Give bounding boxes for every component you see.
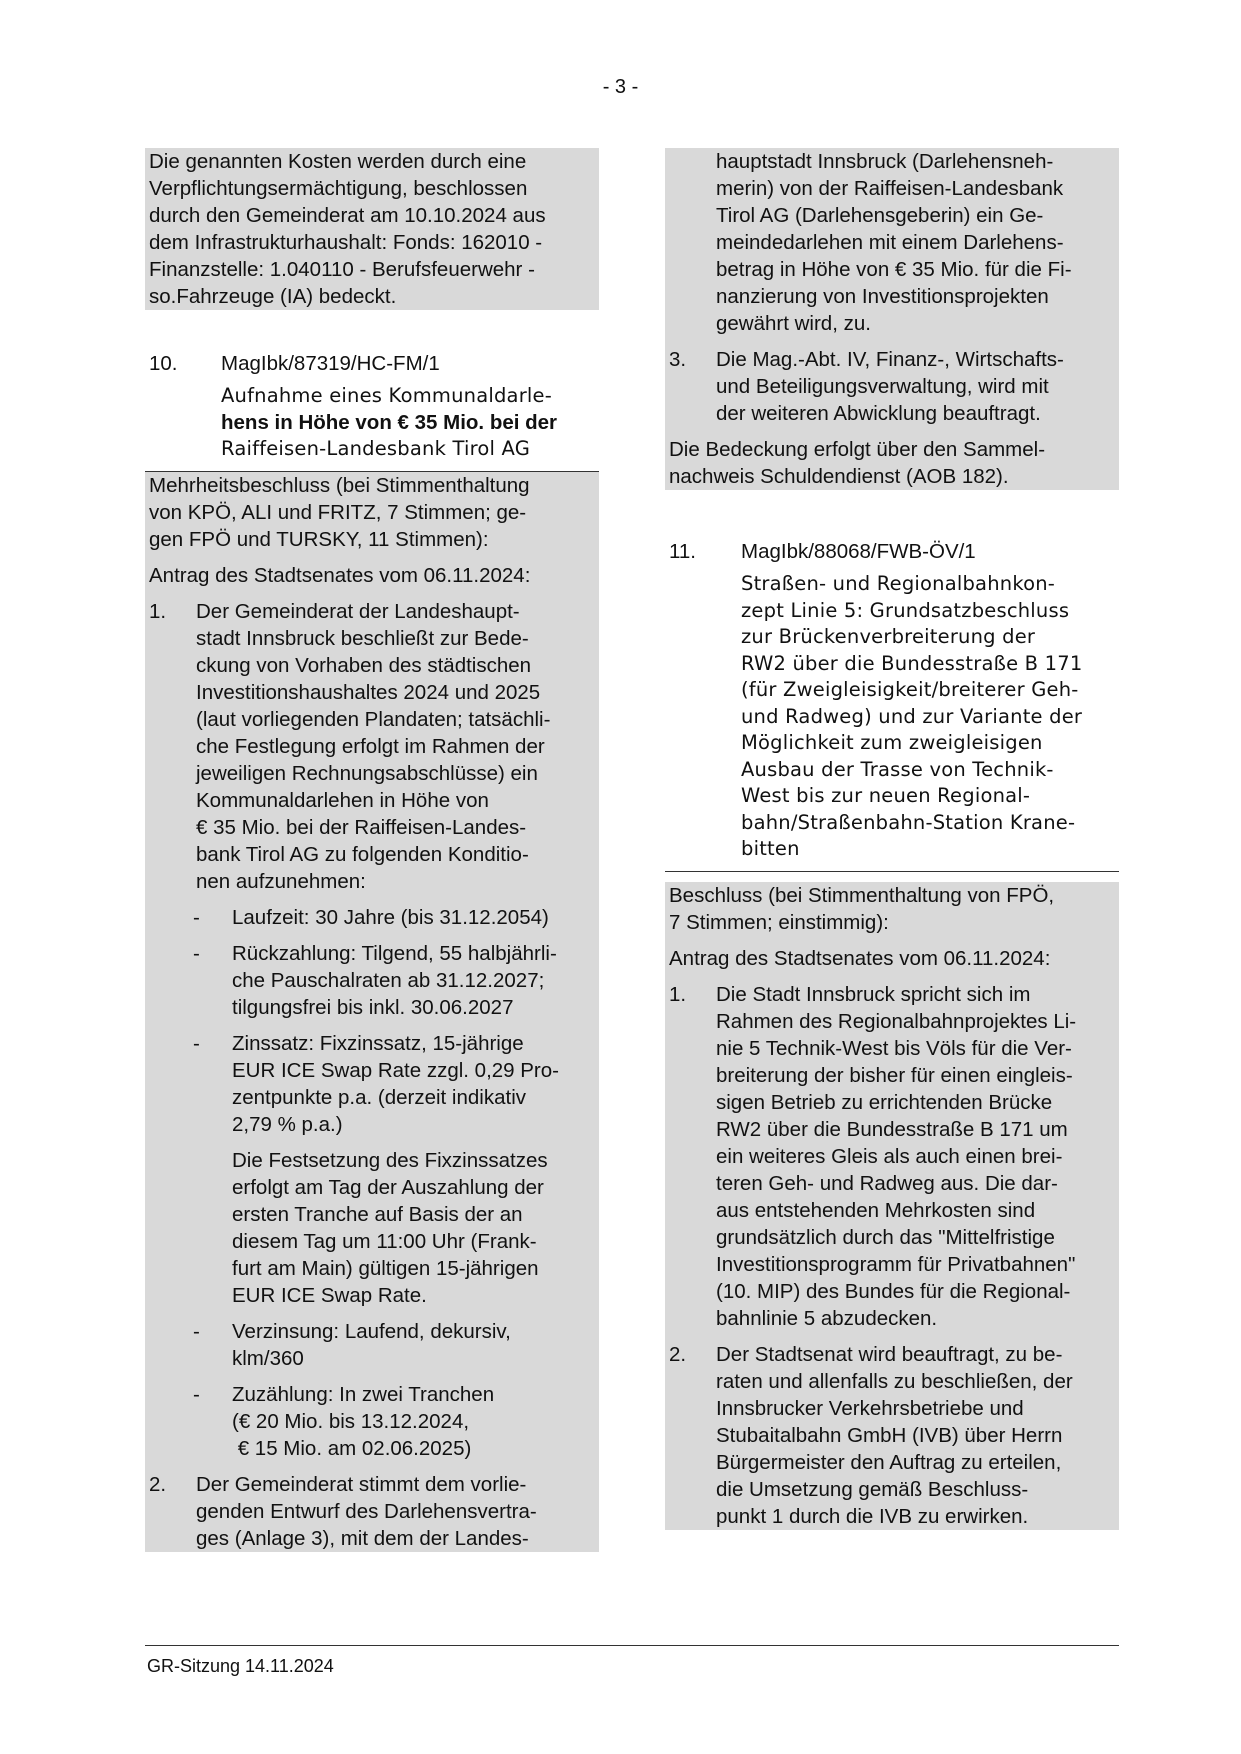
text-line: Stubaitalbahn GmbH (IVB) über Herrn <box>716 1423 1063 1447</box>
text-line: zept Linie 5: Grundsatzbeschluss <box>741 598 1070 622</box>
footer-session-date: GR-Sitzung 14.11.2024 <box>147 1656 334 1676</box>
text-line: (für Zweigleisigkeit/breiterer Geh- <box>741 678 1079 701</box>
text-line: Verpflichtungsermächtigung, beschlossen <box>149 177 528 200</box>
item-number: 10. <box>149 352 178 375</box>
cost-coverage-block <box>145 148 599 310</box>
agenda-item-10 <box>145 350 599 1552</box>
text-line: che Festlegung erfolgt im Rahmen der <box>196 734 545 758</box>
text-line: Tirol AG (Darlehensgeberin) ein Ge- <box>716 204 1044 227</box>
text-line: dem Infrastrukturhaushalt: Fonds: 162010 - <box>149 231 543 254</box>
text-line: und Radweg) und zur Variante der <box>741 704 1083 728</box>
text-line: (10. MIP) des Bundes für die Regional- <box>716 1279 1071 1303</box>
text-line: bahn/Straßenbahn-Station Krane- <box>741 810 1076 834</box>
text-line: zur Brückenverbreiterung der <box>741 625 1036 648</box>
motion-text: Antrag des Stadtsenates vom 06.11.2024: <box>669 946 1051 970</box>
text-line: ersten Tranche auf Basis der an <box>232 1202 523 1226</box>
resolution-point-1: 1. Die Stadt Innsbruck spricht sich im Rahmen des Regionalbahnprojektes Li- nie 5 Technik-West bis Völs für die Ver- breiterung der bisher für einen eingleis- sigen Betrieb zu errichtenden Brücke RW2 über die Bundesstraße B 171 um ein weiteres Gleis als auch einen brei- teren Geh- und Radweg aus. Die dar- aus entstehenden Mehrkosten sind grundsätzlich durch das "Mittelfristige Investitionsprogramm für Privatbahnen" (10. MIP) des Bundes für die Regional- bahnlinie 5 abzudecken. <box>669 981 1115 1332</box>
text-line: Die Festsetzung des Fixzinssatzes <box>232 1148 548 1172</box>
text-line: Die Mag.-Abt. IV, Finanz-, Wirtschafts- <box>716 348 1064 371</box>
resolution-point-2: 2. Der Gemeinderat stimmt dem vorlie- genden Entwurf des Darlehensvertra- ges (Anlage 3), mit dem der Landes- <box>149 1471 595 1552</box>
text-line: merin) von der Raiffeisen-Landesbank <box>716 177 1064 200</box>
text-line: Rahmen des Regionalbahnprojektes Li- <box>716 1009 1077 1033</box>
text-line: bitten <box>741 837 800 860</box>
text-line: Der Gemeinderat stimmt dem vorlie- <box>196 1472 527 1496</box>
text-line: teren Geh- und Radweg aus. Die dar- <box>716 1171 1058 1195</box>
text-line: € 15 Mio. am 02.06.2025) <box>232 1436 472 1460</box>
condition-interest-method: - Verzinsung: Laufend, dekursiv, klm/360 <box>193 1318 595 1372</box>
text-line: genden Entwurf des Darlehensvertra- <box>196 1499 537 1523</box>
text-line: Verzinsung: Laufend, dekursiv, <box>232 1319 511 1343</box>
text-line: ein weiteres Gleis als auch einen brei- <box>716 1144 1063 1168</box>
text-line: (€ 20 Mio. bis 13.12.2024, <box>232 1409 470 1433</box>
text-line: durch den Gemeinderat am 10.10.2024 aus <box>149 204 546 227</box>
resolution-point-2: 2. Der Stadtsenat wird beauftragt, zu be- raten und allenfalls zu beschließen, der Innsbrucker Verkehrsbetriebe und Stubaitalbahn GmbH (IVB) über Herrn Bürgermeister den Auftrag zu erteilen, die Umsetzung gemäß Beschluss- punkt 1 durch die IVB zu erwirken. <box>669 1341 1115 1530</box>
text-line: Straßen- und Regionalbahnkon- <box>741 572 1056 595</box>
condition-disbursement: - Zuzählung: In zwei Tranchen (€ 20 Mio. bis 13.12.2024, € 15 Mio. am 02.06.2025) <box>193 1381 595 1462</box>
text-line: diesem Tag um 11:00 Uhr (Frank- <box>232 1229 537 1253</box>
text-line: gen FPÖ und TURSKY, 11 Stimmen): <box>149 527 489 551</box>
text-line: 2,79 % p.a.) <box>232 1112 343 1136</box>
text-line: RW2 über die Bundesstraße B 171 <box>741 651 1083 675</box>
text-line: Rückzahlung: Tilgend, 55 halbjährli- <box>232 941 557 965</box>
text-line: tilgungsfrei bis inkl. 30.06.2027 <box>232 995 514 1019</box>
text-line: (laut vorliegenden Plandaten; tatsächli- <box>196 707 551 731</box>
item-reference: MagIbk/88068/FWB-ÖV/1 <box>741 540 976 563</box>
item-number: 11. <box>669 540 696 563</box>
resolution-point-2-continued <box>716 148 1115 337</box>
page-number: - 3 - <box>602 76 639 98</box>
decision-block <box>665 882 1119 1530</box>
text-line: erfolgt am Tag der Auszahlung der <box>232 1175 544 1199</box>
text-line: bank Tirol AG zu folgenden Konditio- <box>196 842 529 866</box>
text-line: 7 Stimmen; einstimmig): <box>669 910 889 934</box>
interest-note <box>232 1147 595 1309</box>
resolution-point-1: 1. Der Gemeinderat der Landeshaupt- stadt Innsbruck beschließt zur Bede- ckung von Vorhaben des städtischen Investitionshaushaltes 2024 und 2025 (laut vorliegenden Plandaten; tatsächli- che Festlegung erfolgt im Rahmen der jeweiligen Rechnungsabschlüsse) ein Kommunaldarlehen in Höhe von € 35 Mio. bei der Raiffeisen-Landes- bank Tirol AG zu folgenden Konditio- nen aufzunehmen: <box>149 598 595 895</box>
agenda-item-11 <box>665 538 1119 1530</box>
decision-block <box>145 472 599 1552</box>
text-line: sigen Betrieb zu errichtenden Brücke <box>716 1090 1053 1114</box>
text-line: aus entstehenden Mehrkosten sind <box>716 1198 1036 1222</box>
text-line: Investitionshaushaltes 2024 und 2025 <box>196 680 541 704</box>
decision-block-continued <box>665 148 1119 490</box>
text-line: West bis zur neuen Regional- <box>741 784 1031 807</box>
resolution-point-3: 3. Die Mag.-Abt. IV, Finanz-, Wirtschafts- und Beteiligungsverwaltung, wird mit der weiteren Abwicklung beauftragt. <box>669 346 1115 427</box>
text-line: klm/360 <box>232 1346 304 1370</box>
text-line: breiterung der bisher für einen eingleis- <box>716 1063 1073 1087</box>
text-line: ckung von Vorhaben des städtischen <box>196 653 532 677</box>
text-line: Innsbrucker Verkehrsbetriebe und <box>716 1396 1024 1420</box>
text-line: Finanzstelle: 1.040110 - Berufsfeuerwehr - <box>149 258 535 281</box>
decision-text <box>149 472 595 553</box>
text-line: hauptstadt Innsbruck (Darlehensneh- <box>716 150 1054 173</box>
item-title <box>741 571 1119 871</box>
condition-interest: - Zinssatz: Fixzinssatz, 15-jährige EUR ICE Swap Rate zzgl. 0,29 Pro- zentpunkte p.a. (derzeit indikativ 2,79 % p.a.) <box>193 1030 595 1138</box>
text-line: bahnlinie 5 abzudecken. <box>716 1306 938 1330</box>
text-line: betrag in Höhe von € 35 Mio. für die Fi- <box>716 258 1072 281</box>
text-line: Die Bedeckung erfolgt über den Sammel- <box>669 438 1046 461</box>
text-line: stadt Innsbruck beschließt zur Bede- <box>196 626 529 650</box>
text-line: EUR ICE Swap Rate zzgl. 0,29 Pro- <box>232 1058 559 1082</box>
text-line: der weiteren Abwicklung beauftragt. <box>716 402 1041 425</box>
text-line: Der Gemeinderat der Landeshaupt- <box>196 599 520 623</box>
decision-text <box>669 882 1115 936</box>
condition-repayment: - Rückzahlung: Tilgend, 55 halbjährli- che Pauschalraten ab 31.12.2027; tilgungsfrei bis inkl. 30.06.2027 <box>193 940 595 1021</box>
text-line: zentpunkte p.a. (derzeit indikativ <box>232 1085 526 1109</box>
text-line: meindedarlehen mit einem Darlehens- <box>716 231 1064 254</box>
text-line: gewährt wird, zu. <box>716 312 871 335</box>
text-line: Mehrheitsbeschluss (bei Stimmenthaltung <box>149 473 530 497</box>
text-line: Beschluss (bei Stimmenthaltung von FPÖ, <box>669 883 1055 907</box>
text-line: Die genannten Kosten werden durch eine <box>149 150 527 173</box>
text-line: Laufzeit: 30 Jahre (bis 31.12.2054) <box>232 905 549 929</box>
text-line: Der Stadtsenat wird beauftragt, zu be- <box>716 1342 1063 1366</box>
motion-text: Antrag des Stadtsenates vom 06.11.2024: <box>149 563 531 587</box>
text-line: Möglichkeit zum zweigleisigen <box>741 731 1043 754</box>
text-line: punkt 1 durch die IVB zu erwirken. <box>716 1504 1029 1528</box>
text-line: € 35 Mio. bei der Raiffeisen-Landes- <box>196 815 527 839</box>
text-line: nanzierung von Investitionsprojekten <box>716 285 1049 308</box>
text-line: grundsätzlich durch das "Mittelfristige <box>716 1225 1055 1249</box>
text-line: Die Stadt Innsbruck spricht sich im <box>716 982 1031 1006</box>
right-column <box>665 148 1119 1530</box>
coverage-text <box>669 436 1115 490</box>
text-line: Zinssatz: Fixzinssatz, 15-jährige <box>232 1031 524 1055</box>
text-line: Kommunaldarlehen in Höhe von <box>196 788 489 812</box>
text-line: EUR ICE Swap Rate. <box>232 1283 427 1307</box>
text-line: nen aufzunehmen: <box>196 869 366 893</box>
text-line: nie 5 Technik-West bis Völs für die Ver- <box>716 1036 1072 1060</box>
text-line: jeweiligen Rechnungsabschlüsse) ein <box>196 761 538 785</box>
text-line: furt am Main) gültigen 15-jährigen <box>232 1256 539 1280</box>
text-line: raten und allenfalls zu beschließen, der <box>716 1369 1073 1393</box>
text-line: nachweis Schuldendienst (AOB 182). <box>669 465 1009 488</box>
text-line: die Umsetzung gemäß Beschluss- <box>716 1477 1029 1501</box>
text-line: Ausbau der Trasse von Technik- <box>741 757 1054 781</box>
condition-term: - Laufzeit: 30 Jahre (bis 31.12.2054) <box>193 904 595 931</box>
text-line: che Pauschalraten ab 31.12.2027; <box>232 968 545 992</box>
text-line: so.Fahrzeuge (IA) bedeckt. <box>149 285 397 308</box>
footer-rule <box>145 1645 1119 1646</box>
text-line: Bürgermeister den Auftrag zu erteilen, <box>716 1450 1062 1474</box>
text-line: von KPÖ, ALI und FRITZ, 7 Stimmen; ge- <box>149 500 527 524</box>
item-title: Aufnahme eines Kommunaldarle- hens in Höhe von € 35 Mio. bei der Raiffeisen-Landesbank Tirol AG <box>221 384 558 460</box>
text-line: RW2 über die Bundesstraße B 171 um <box>716 1117 1068 1141</box>
text-line: und Beteiligungsverwaltung, wird mit <box>716 375 1049 398</box>
text-line: ges (Anlage 3), mit dem der Landes- <box>196 1526 529 1550</box>
left-column <box>145 148 599 1552</box>
text-line: Zuzählung: In zwei Tranchen <box>232 1382 495 1406</box>
item-reference: MagIbk/87319/HC-FM/1 <box>221 352 440 375</box>
text-line: Investitionsprogramm für Privatbahnen" <box>716 1252 1076 1276</box>
